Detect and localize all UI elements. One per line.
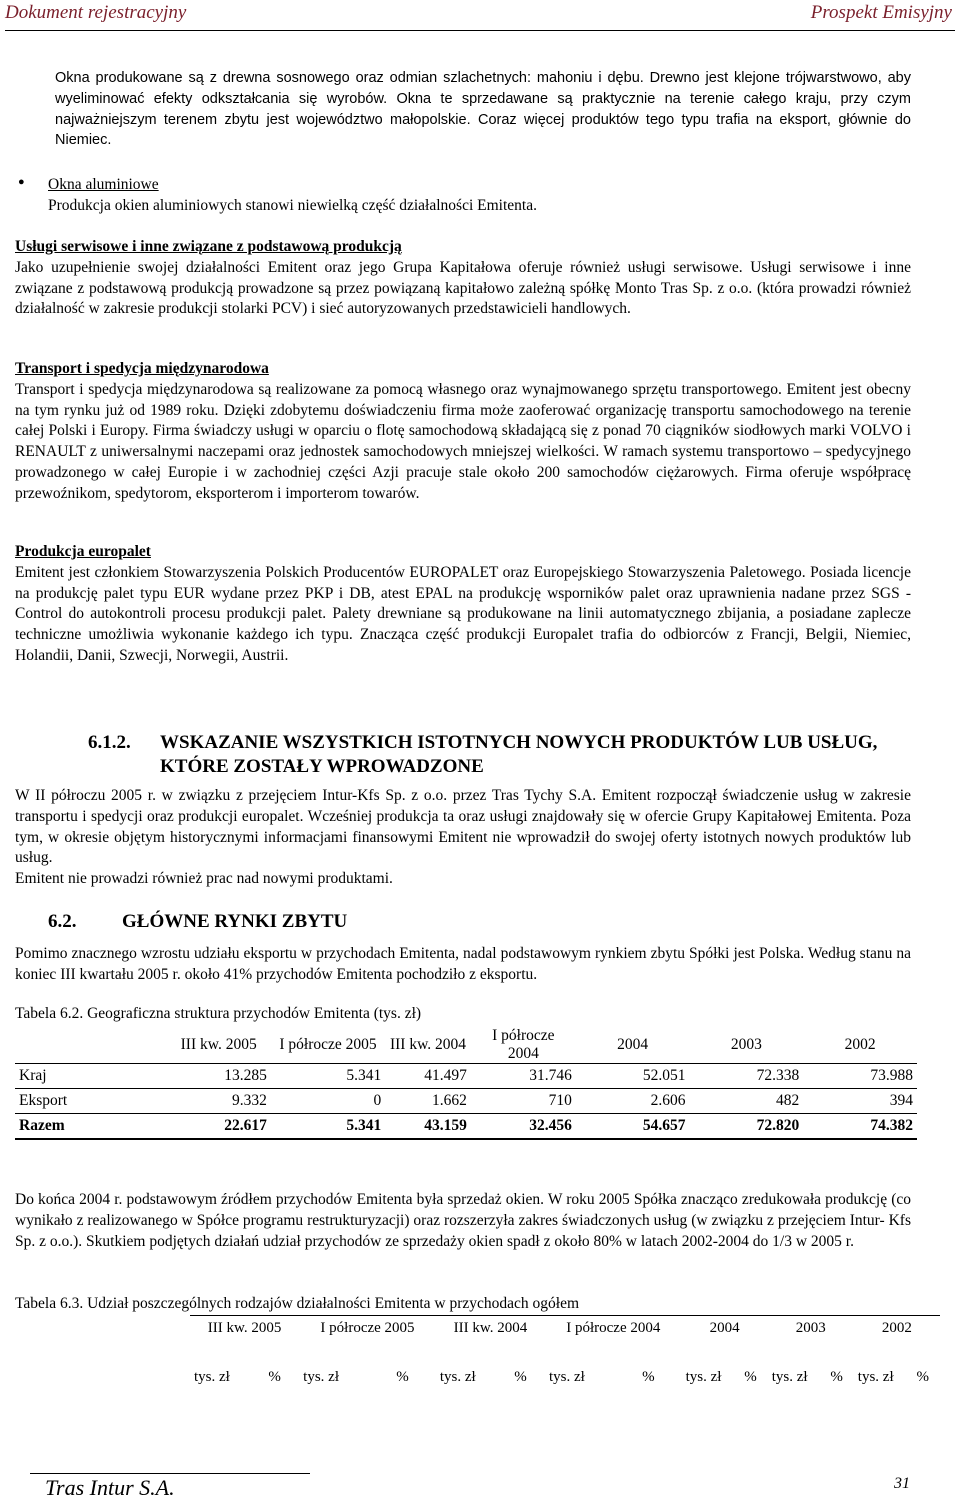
europallets-title: Produkcja europalet xyxy=(15,543,151,560)
table-row xyxy=(15,1027,917,1064)
section-transport xyxy=(15,359,911,505)
table-cell: 41.497 xyxy=(424,1067,467,1084)
section-6-2-text: Pomimo znacznego wzrostu udziału eksportu w przychodach Emitenta, nadal podstawowym rynkiem zbytu Spółki jest Polska. Według stanu na koniec III kwartału 2005 r. około 41% przychodów Emitenta pochodziło z eksportu. xyxy=(15,945,911,983)
table-subheader-cell: tys. zł xyxy=(771,1369,808,1385)
bullet-icon: ● xyxy=(18,176,25,188)
table-header-cell: 2002 xyxy=(844,1036,876,1053)
table-subheader-cell: tys. zł xyxy=(194,1369,230,1385)
section-6-1-2-text2: Emitent nie prowadzi również prac nad nowymi produktami. xyxy=(15,870,393,888)
services-text: Jako uzupełnienie swojej działalności Emitent oraz jego Grupa Kapitałowa oferuje również usługi serwisowe. Usługi serwisowe i inne związane z podstawową produkcją prowadzone są przez powiązaną kapitałowo zależną spółkę Monto Tras Sp. z o.o. (która prowadzi również działalność w zakresie produkcji stolarki PCV) i sieć autoryzowanych przedstawicieli handlowych. xyxy=(15,258,911,318)
table-subheader-cell: tys. zł xyxy=(685,1369,722,1385)
table-geographic-revenue xyxy=(15,1027,917,1140)
paragraph-wood-windows: Okna produkowane są z drewna sosnowego oraz odmian szlachetnych: mahoniu i dębu. Drewno jest klejone trójwarstwowo, aby wyeliminować efekty odkształcania się wyrobów. Okna te sprzedawane są praktycznie na terenie całego kraju, przy czym najważniejszym terenem zbytu jest województwo małopolskie. Coraz więcej produktów tego typu trafia na eksport, głównie do Niemiec. xyxy=(55,70,911,149)
table-header-cell xyxy=(15,1027,167,1064)
table-subheader-cell: tys. zł xyxy=(857,1369,894,1385)
table-row xyxy=(15,1114,917,1140)
table-header-cell: III kw. 2005 xyxy=(207,1319,282,1336)
table-cell: 74.382 xyxy=(870,1117,913,1134)
table-header-cell: I półrocze 2005 xyxy=(279,1036,377,1053)
table-cell: 0 xyxy=(373,1092,382,1109)
table-subheader-cell: % xyxy=(916,1369,929,1385)
header-left: Dokument rejestracyjny xyxy=(5,2,187,23)
table-row xyxy=(15,1089,917,1114)
table-header-cell: 2003 xyxy=(795,1319,826,1336)
table-subheader-cell: tys. zł xyxy=(303,1369,339,1385)
table-header-cell: 2004 xyxy=(709,1319,740,1336)
table-activity-share xyxy=(190,1315,940,1386)
page-header xyxy=(0,0,960,34)
table-header-cell: I półrocze 2004 xyxy=(492,1027,555,1062)
table-header-cell: III kw. 2004 xyxy=(453,1319,528,1336)
transport-title: Transport i spedycja międzynarodowa xyxy=(15,360,269,377)
table-cell: 72.338 xyxy=(756,1067,800,1084)
table-subheader-cell: % xyxy=(830,1369,843,1385)
table-subheader-cell: % xyxy=(642,1369,655,1385)
transport-text: Transport i spedycja międzynarodowa są realizowane za pomocą własnego oraz wynajmowanego sprzętu transportowego. Emitent jest obecny na tym rynku już od 1989 roku. Dzięki zdobytemu doświadczeniu firma może zaoferować organizację transportu samochodowego na terenie całej Polski i Europy. Firma świadczy usługi w oparciu o flotę samochodową składającą się z ponad 70 ciągników siodłowych marki VOLVO i RENAULT z uniwersalnymi naczepami oraz jednostek samochodowych mniejszej wielkości. W ramach systemu transportowo – spedycyjnego prowadzonego w całej Europie i w zachodniej części Azji pracuje stale około 200 samochodów ciężarowych. Firma oferuje współpracę przewoźnikom, spedytorom, eksporterom i importerom towarów. xyxy=(15,380,911,502)
bullet-text: Produkcja okien aluminiowych stanowi niewielką część działalności Emitenta. xyxy=(48,196,537,214)
footer-company: Tras Intur S.A. xyxy=(45,1475,175,1500)
header-right: Prospekt Emisyjny xyxy=(810,2,952,23)
bullet-aluminium xyxy=(48,175,908,217)
section-6-1-2-number: 6.1.2. xyxy=(88,732,131,753)
table-cell: Razem xyxy=(19,1117,65,1134)
bullet-title: Okna aluminiowe xyxy=(48,176,159,193)
header-rule xyxy=(5,30,955,31)
footer-rule xyxy=(30,1473,310,1474)
table-header-cell: I półrocze 2004 xyxy=(566,1319,661,1336)
section-europallets xyxy=(15,542,911,667)
table-cell: 1.662 xyxy=(431,1092,467,1109)
table-row xyxy=(15,1064,917,1089)
table-row xyxy=(190,1316,940,1341)
table2-caption: Tabela 6.3. Udział poszczególnych rodzajów działalności Emitenta w przychodach ogółem xyxy=(15,1295,580,1312)
table-cell: 52.051 xyxy=(642,1067,686,1084)
table-cell: Eksport xyxy=(19,1092,68,1109)
table-subheader-cell: tys. zł xyxy=(548,1369,585,1385)
table-header-cell: I półrocze 2005 xyxy=(320,1319,415,1336)
table-cell: 394 xyxy=(889,1092,913,1109)
table-subheader-cell: % xyxy=(396,1369,409,1385)
page-number: 31 xyxy=(894,1475,910,1492)
paragraph-revenue-structure: Do końca 2004 r. podstawowym źródłem przychodów Emitenta była sprzedaż okien. W roku 2005 Spółka znacząco zredukowała produkcję (co wynikało z realizowanego w Spółce programu restrukturyzacji) oraz rozszerzyła zakres świadczonych usług (w związku z przejęciem Intur- Kfs Sp. z o.o.). Skutkiem podjętych działań udział przychodów ze sprzedaży okien spadł z około 80% w latach 2002-2004 do 1/3 w 2005 r. xyxy=(15,1191,911,1250)
table-cell: 22.617 xyxy=(224,1117,267,1134)
section-services xyxy=(15,237,911,320)
table-header-cell: III kw. 2005 xyxy=(180,1036,257,1053)
table-cell: 710 xyxy=(548,1092,572,1109)
section-6-1-2-body xyxy=(15,786,911,890)
table-cell: 2.606 xyxy=(650,1092,686,1109)
section-6-2-title: GŁÓWNE RYNKI ZBYTU xyxy=(122,911,348,932)
europallets-text: Emitent jest członkiem Stowarzyszenia Polskich Producentów EUROPALET oraz Europejskiego Stowarzyszenia Paletowego. Posiada licencje na produkcję palet typu EUR wydane przez PKP i DB, atest EPAL na produkcję wsporników palet oraz uprawnienia nadane przez SGS - Control do autokontroli procesu produkcji palet. Palety drewniane są produkowane na linii automatycznego zbijania, a posiadane zaplecze techniczne umożliwia wykonanie każdego ich typu. Znacząca część produkcji Europalet trafia do odbiorców z Francji, Belgii, Niemiec, Holandii, Danii, Szwecji, Norwegii, Austrii. xyxy=(15,563,911,664)
table-cell: 482 xyxy=(775,1092,800,1109)
table-cell: Kraj xyxy=(19,1067,47,1084)
section-6-1-2-text: W II półroczu 2005 r. w związku z przejęciem Intur-Kfs Sp. z o.o. przez Tras Tychy S.A. Emitent rozpoczął świadczenie usług w zakresie transportu i spedycji oraz produkcji europalet. Wcześniej produkcja ta oraz usługi znajdowały się w ofercie Grupy Kapitałowej Emitenta. Poza tym, w okresie objętym historycznymi informacjami finansowymi Emitent nie wprowadził do swojej oferty istotnych nowych produktów lub usług. xyxy=(15,787,911,867)
table-cell: 13.285 xyxy=(224,1067,267,1084)
table-cell: 32.456 xyxy=(529,1117,572,1134)
section-6-2-number: 6.2. xyxy=(48,911,77,932)
table-cell: 9.332 xyxy=(231,1092,267,1109)
table-cell: 73.988 xyxy=(870,1067,913,1084)
table-cell: 54.657 xyxy=(642,1117,686,1134)
table-header-cell: III kw. 2004 xyxy=(389,1036,467,1053)
table-cell: 5.341 xyxy=(346,1117,382,1134)
table-subheader-cell: % xyxy=(514,1369,527,1385)
table-cell: 43.159 xyxy=(424,1117,467,1134)
table-header-cell: 2003 xyxy=(730,1036,762,1053)
section-6-1-2-title: WSKAZANIE WSZYSTKICH ISTOTNYCH NOWYCH PRODUKTÓW LUB USŁUG, KTÓRE ZOSTAŁY WPROWADZONE xyxy=(160,732,878,777)
table-row xyxy=(190,1340,940,1386)
table-cell: 72.820 xyxy=(756,1117,800,1134)
services-title: Usługi serwisowe i inne związane z podstawową produkcją xyxy=(15,238,402,255)
table1-caption: Tabela 6.2. Geograficzna struktura przychodów Emitenta (tys. zł) xyxy=(15,1005,422,1022)
table-subheader-cell: % xyxy=(744,1369,757,1385)
table-subheader-cell: tys. zł xyxy=(439,1369,476,1385)
table-cell: 5.341 xyxy=(346,1067,382,1084)
table-header-cell: 2004 xyxy=(617,1036,649,1053)
table-header-cell: 2002 xyxy=(881,1319,912,1336)
table-cell: 31.746 xyxy=(529,1067,572,1084)
table-subheader-cell: % xyxy=(268,1369,281,1385)
